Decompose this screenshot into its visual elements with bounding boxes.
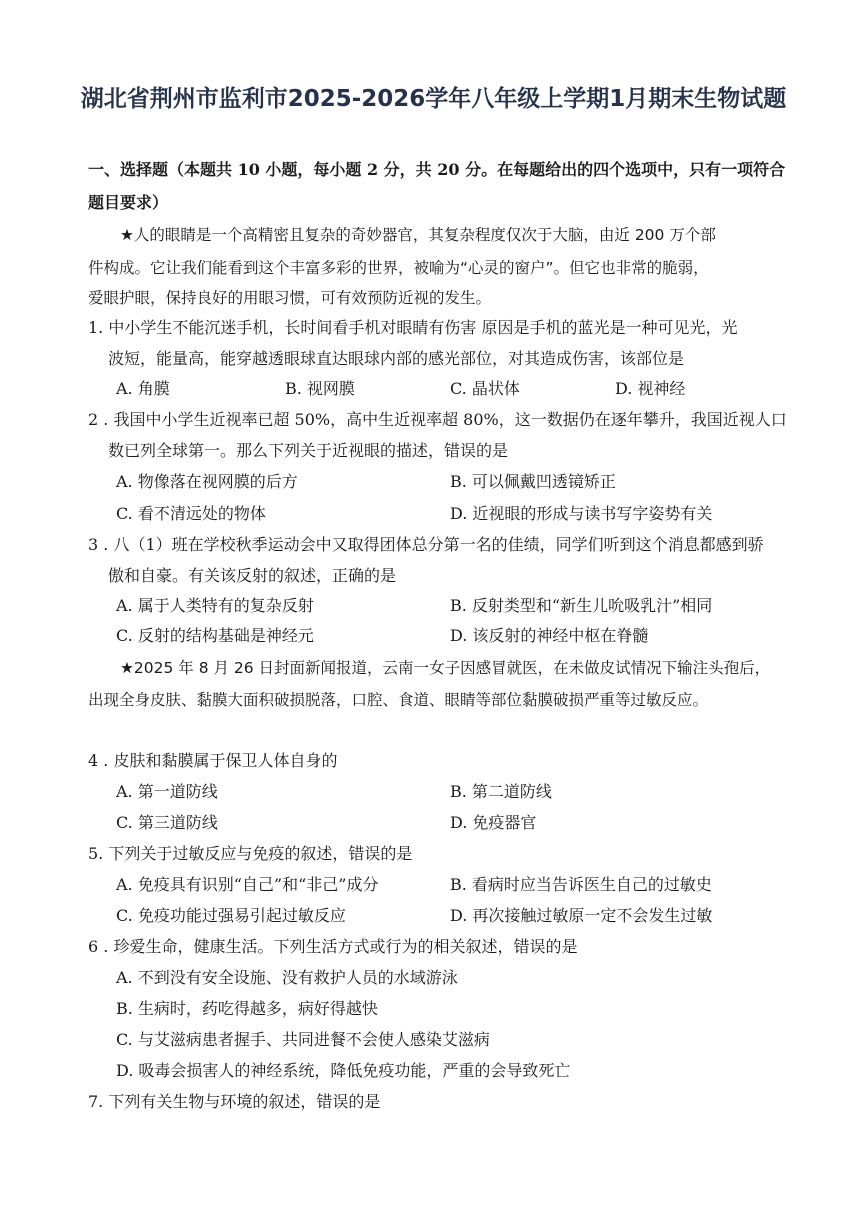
q2-option-c[interactable]: C. 看不清远处的物体 [116,504,266,523]
q4-option-b[interactable]: B. 第二道防线 [450,782,552,801]
q3-stem-line-2: 傲和自豪。有关该反射的叙述，正确的是 [108,566,397,585]
q5-option-c[interactable]: C. 免疫功能过强易引起过敏反应 [116,906,346,925]
q6-option-c[interactable]: C. 与艾滋病患者握手、共同进餐不会使人感染艾滋病 [116,1030,490,1049]
exam-title: 湖北省荆州市监利市2025-2026学年八年级上学期1月期末生物试题 [80,86,787,112]
q5-option-b[interactable]: B. 看病时应当告诉医生自己的过敏史 [450,875,712,894]
q1-option-c[interactable]: C. 晶状体 [450,379,520,398]
intro-allergy-line-1: ★2025 年 8 月 26 日封面新闻报道，云南一女子因感冒就医，在未做皮试情况下输注头孢后， [120,659,771,677]
q4-stem: 4 . 皮肤和黏膜属于保卫人体自身的 [88,751,338,770]
intro-eye-line-1: ★人的眼睛是一个高精密且复杂的奇妙器官，其复杂程度仅次于大脑，由近 200 万个部 [120,226,716,244]
q1-option-d[interactable]: D. 视神经 [615,379,686,398]
q6-option-b[interactable]: B. 生病时，药吃得越多，病好得越快 [116,999,378,1018]
q3-option-c[interactable]: C. 反射的结构基础是神经元 [116,626,314,645]
q5-stem: 5. 下列关于过敏反应与免疫的叙述，错误的是 [88,844,413,863]
q6-option-d[interactable]: D. 吸毒会损害人的神经系统，降低免疫功能，严重的会导致死亡 [116,1061,571,1080]
q4-option-d[interactable]: D. 免疫器官 [450,813,537,832]
q7-stem: 7. 下列有关生物与环境的叙述，错误的是 [88,1092,381,1111]
q4-option-a[interactable]: A. 第一道防线 [116,782,218,801]
q6-stem: 6 . 珍爱生命，健康生活。下列生活方式或行为的相关叙述，错误的是 [88,937,578,956]
intro-eye-line-2: 件构成。它让我们能看到这个丰富多彩的世界，被喻为“心灵的窗户”。但它也非常的脆弱， [88,259,709,277]
section-heading-line-1: 一、选择题（本题共 10 小题，每小题 2 分，共 20 分。在每题给出的四个选项中，只有一项符合 [88,160,786,179]
q1-stem-line-1: 1. 中小学生不能沉迷手机，长时间看手机对眼睛有伤害 原因是手机的蓝光是一种可见光，光 [88,318,738,337]
q3-stem-line-1: 3 . 八（1）班在学校秋季运动会中又取得团体总分第一名的佳绩，同学们听到这个消息都感到骄 [88,535,764,554]
q5-option-a[interactable]: A. 免疫具有识别“自己”和“非己”成分 [116,875,379,894]
intro-allergy-line-2: 出现全身皮肤、黏膜大面积破损脱落，口腔、食道、眼睛等部位黏膜破损严重等过敏反应。 [88,691,709,709]
q2-stem-line-1: 2 . 我国中小学生近视率已超 50%，高中生近视率超 80%，这一数据仍在逐年攀升，我国近视人口 [88,410,787,429]
q2-option-a[interactable]: A. 物像落在视网膜的后方 [116,472,298,491]
q2-option-b[interactable]: B. 可以佩戴凹透镜矫正 [450,472,616,491]
q1-option-b[interactable]: B. 视网膜 [285,379,355,398]
intro-eye-line-3: 爱眼护眼，保持良好的用眼习惯，可有效预防近视的发生。 [88,289,492,307]
section-heading-line-2: 题目要求） [88,193,169,212]
q2-option-d[interactable]: D. 近视眼的形成与读书写字姿势有关 [450,504,713,523]
q1-stem-line-2: 波短，能量高，能穿越透眼球直达眼球内部的感光部位，对其造成伤害，该部位是 [108,349,685,368]
q3-option-d[interactable]: D. 该反射的神经中枢在脊髓 [450,626,649,645]
q5-option-d[interactable]: D. 再次接触过敏原一定不会发生过敏 [450,906,713,925]
q3-option-b[interactable]: B. 反射类型和“新生儿吮吸乳汁”相同 [450,596,713,615]
q4-option-c[interactable]: C. 第三道防线 [116,813,218,832]
q1-option-a[interactable]: A. 角膜 [116,379,170,398]
q2-stem-line-2: 数已列全球第一。那么下列关于近视眼的描述，错误的是 [108,441,509,460]
q6-option-a[interactable]: A. 不到没有安全设施、没有救护人员的水域游泳 [116,968,458,987]
q3-option-a[interactable]: A. 属于人类特有的复杂反射 [116,596,314,615]
